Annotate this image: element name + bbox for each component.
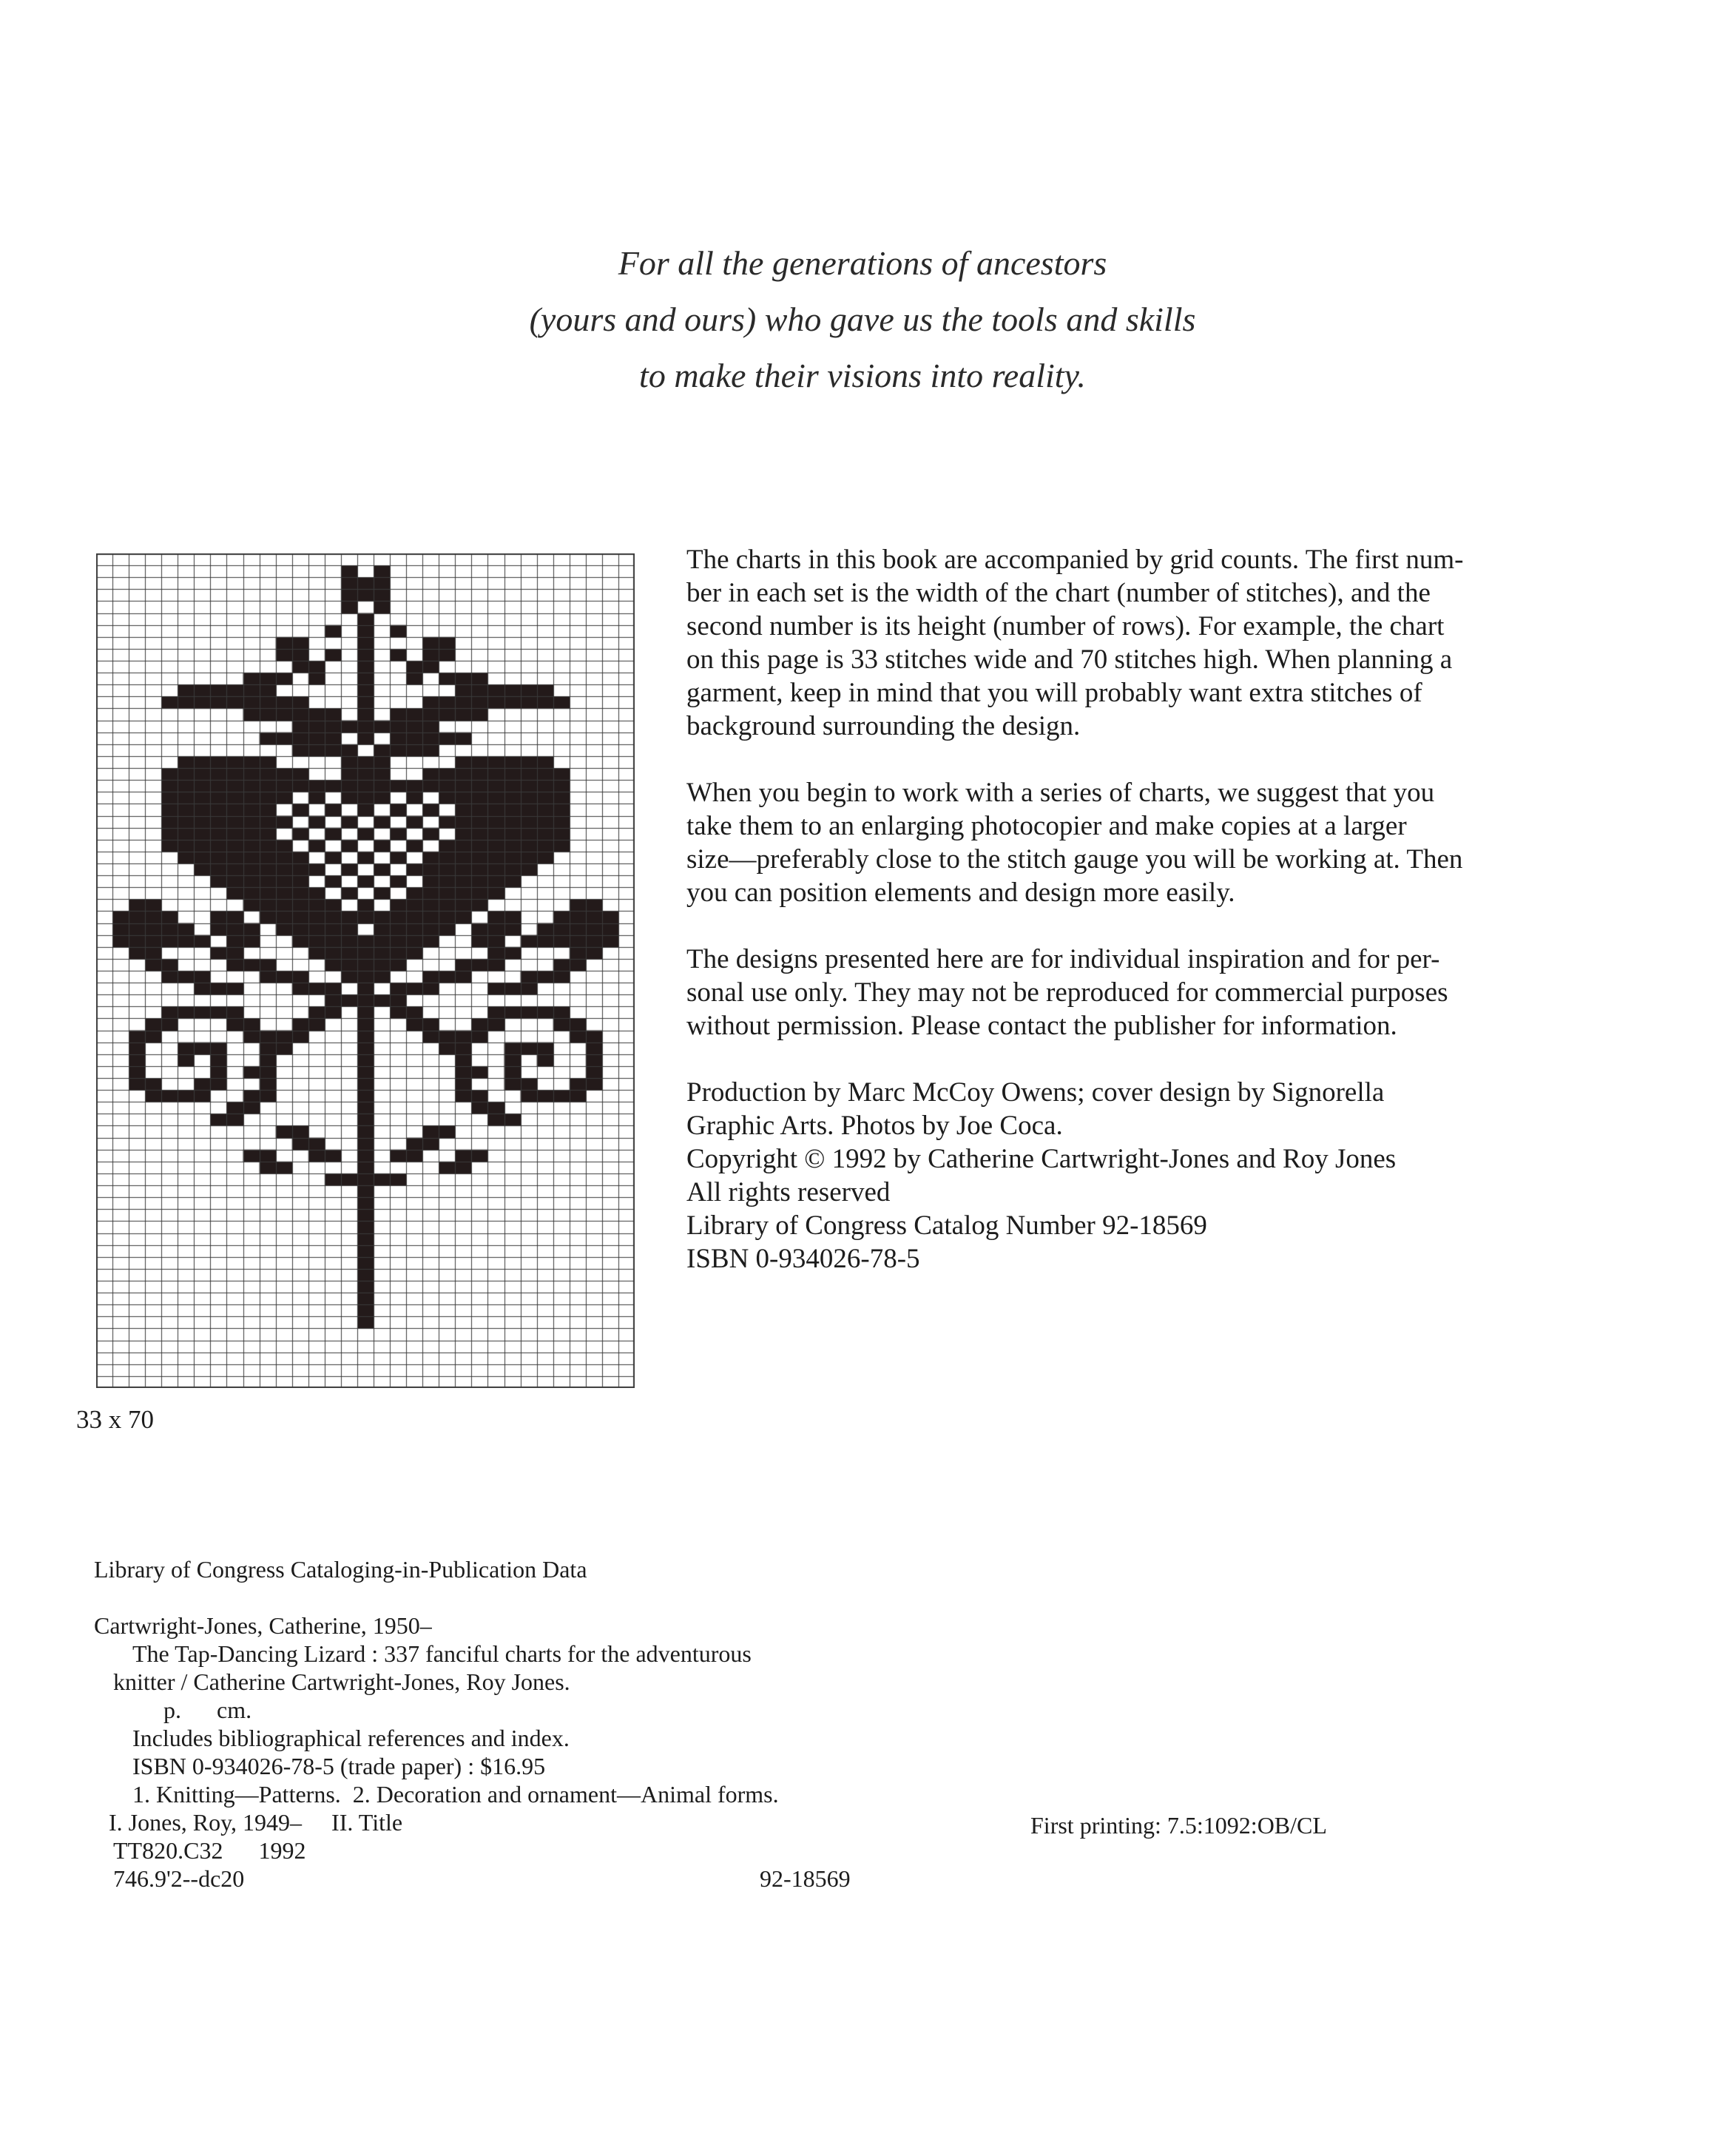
cip-heading: Library of Congress Cataloging-in-Publication Data <box>94 1556 587 1583</box>
text-line: take them to an enlarging photocopier and make copies at a larger <box>686 811 1407 841</box>
text-line: The designs presented here are for individual inspiration and for per- <box>686 944 1440 974</box>
paragraph-grid-counts <box>686 543 1559 743</box>
dedication-line: to make their visions into reality. <box>639 357 1086 394</box>
dedication-line: (yours and ours) who gave us the tools and skills <box>529 300 1196 338</box>
credits-line: Graphic Arts. Photos by Joe Coca. <box>686 1111 1063 1141</box>
cip-lccn: 92-18569 <box>760 1865 851 1892</box>
text-line: on this page is 33 stitches wide and 70 stitches high. When planning a <box>686 644 1453 675</box>
cip-title: The Tap-Dancing Lizard : 337 fanciful charts for the adventurous <box>132 1640 752 1667</box>
cip-data-block <box>94 1555 851 1893</box>
cip-call-number: TT820.C32 1992 <box>113 1837 306 1864</box>
cip-title-cont: knitter / Catherine Cartwright-Jones, Roy Jones. <box>113 1668 570 1695</box>
text-line: The charts in this book are accompanied by grid counts. The first num- <box>686 545 1464 575</box>
text-line: size—preferably close to the stitch gauge you will be working at. Then <box>686 844 1463 875</box>
printing-info: First printing: 7.5:1092:OB/CL <box>1030 1812 1327 1839</box>
cip-subjects: 1. Knitting—Patterns. 2. Decoration and ornament—Animal forms. <box>132 1781 779 1808</box>
chart-grid-count: 33 x 70 <box>76 1405 154 1434</box>
dedication-line: For all the generations of ancestors <box>618 244 1107 282</box>
text-line: background surrounding the design. <box>686 711 1081 741</box>
text-line: ber in each set is the width of the chart (number of stitches), and the <box>686 578 1431 608</box>
copyright-line: Copyright © 1992 by Catherine Cartwright-Jones and Roy Jones <box>686 1144 1397 1174</box>
dedication <box>0 235 1725 404</box>
cip-physical: p. cm. <box>163 1697 252 1723</box>
paragraph-photocopier <box>686 776 1559 909</box>
cip-author: Cartwright-Jones, Catherine, 1950– <box>94 1612 432 1639</box>
text-line: you can position elements and design more easily. <box>686 877 1235 908</box>
text-line: second number is its height (number of rows). For example, the chart <box>686 611 1445 641</box>
credits-line: Production by Marc McCoy Owens; cover design by Signorella <box>686 1077 1385 1108</box>
isbn-line: ISBN 0-934026-78-5 <box>686 1244 920 1274</box>
rights-line: All rights reserved <box>686 1177 891 1207</box>
cip-dewey-row <box>94 1864 851 1893</box>
cip-isbn: ISBN 0-934026-78-5 (trade paper) : $16.95 <box>132 1753 546 1779</box>
lccn-line: Library of Congress Catalog Number 92-18569 <box>686 1210 1207 1241</box>
knitting-chart-heart-motif <box>96 553 635 1388</box>
text-line: garment, keep in mind that you will probably want extra stitches of <box>686 678 1422 708</box>
cip-dewey: 746.9'2--dc20 <box>113 1865 245 1892</box>
cip-added-entries: I. Jones, Roy, 1949– II. Title <box>109 1809 403 1836</box>
intro-text <box>686 543 1559 1276</box>
text-line: When you begin to work with a series of charts, we suggest that you <box>686 778 1435 808</box>
text-line: sonal use only. They may not be reproduced for commercial purposes <box>686 977 1448 1008</box>
text-line: without permission. Please contact the publisher for information. <box>686 1011 1397 1041</box>
paragraph-permissions <box>686 943 1559 1042</box>
credits <box>686 1076 1559 1276</box>
cip-notes: Includes bibliographical references and index. <box>132 1725 570 1751</box>
